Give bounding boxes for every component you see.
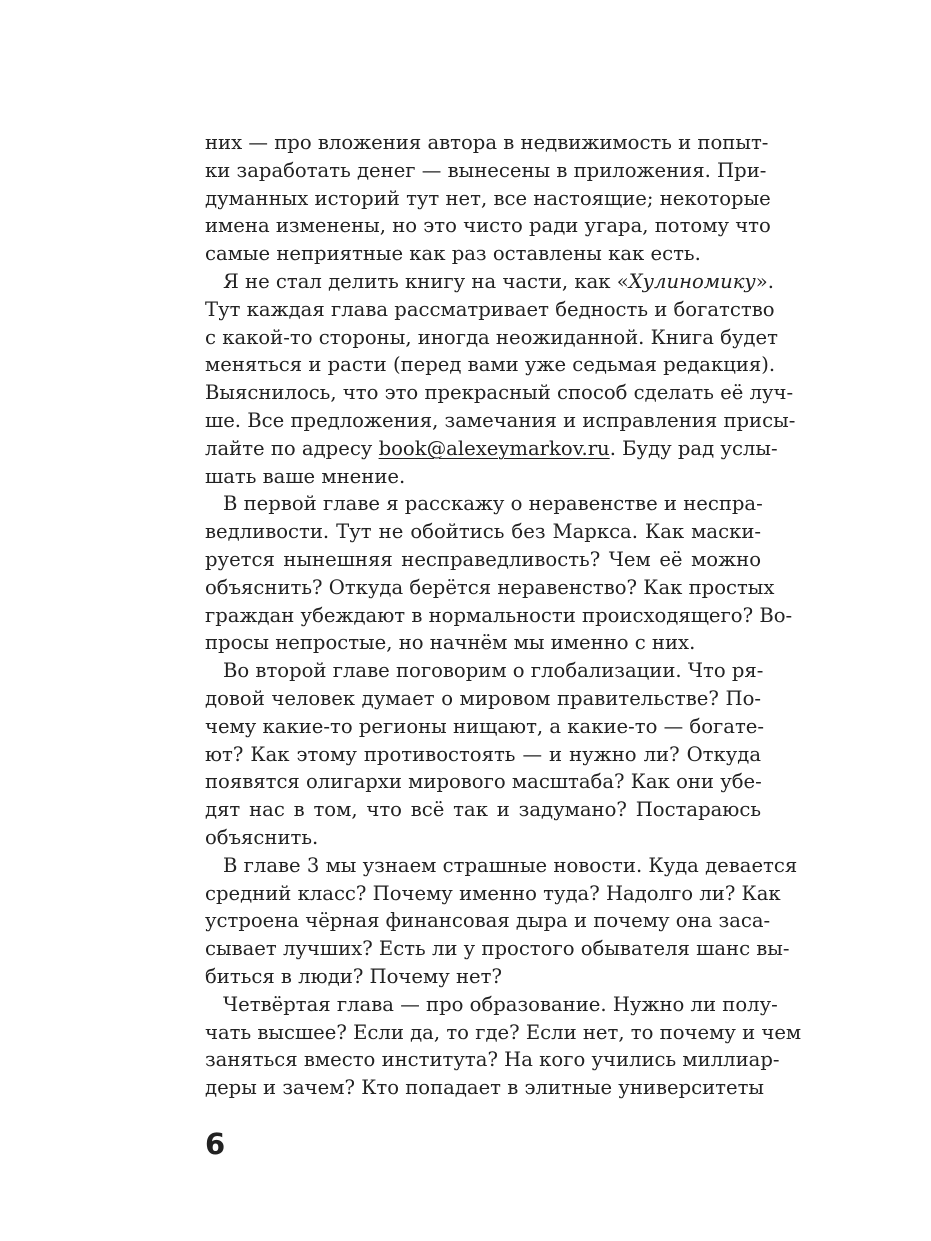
text-line: ют? Как этому противостоять — и нужно ли? Откуда <box>205 742 761 766</box>
paragraph-start-line: Во второй главе поговорим о глобализации. Что ря- <box>223 659 764 683</box>
text-line: объяснить? Откуда берётся неравенство? Как простых <box>205 575 775 599</box>
text-line: объяснить. <box>205 825 319 849</box>
text-line: дят нас в том, что всё так и задумано? Постараюсь <box>205 798 761 822</box>
text-line: ки заработать денег — вынесены в приложения. При- <box>205 158 767 182</box>
text-line: устроена чёрная финансовая дыра и почему она заса- <box>205 909 771 933</box>
paragraph-start-line: Четвёртая глава — про образование. Нужно ли полу- <box>223 992 778 1016</box>
text-line: деры и зачем? Кто попадает в элитные университеты <box>205 1076 765 1100</box>
text-line: меняться и расти (перед вами уже седьмая редакция). <box>205 353 776 377</box>
text-line: них — про вложения автора в недвижимость и попыт- <box>205 131 769 154</box>
text-line: с какой-то стороны, иногда неожиданной. Книга будет <box>205 325 778 349</box>
text-fragment: ». <box>755 269 774 293</box>
body-text <box>205 129 802 1102</box>
text-fragment: лайте по адресу <box>205 436 379 460</box>
book-title-italic: Хулиномику <box>628 269 756 293</box>
text-line: ше. Все предложения, замечания и исправления присы- <box>205 408 796 432</box>
text-line: ведливости. Тут не обойтись без Маркса. Как маски- <box>205 520 761 544</box>
text-line: сывает лучших? Есть ли у простого обывателя шанс вы- <box>205 937 790 961</box>
paragraph-start-line: В первой главе я расскажу о неравенстве и неспра- <box>223 492 763 516</box>
page-number: 6 <box>205 1127 226 1161</box>
text-line: руется нынешняя несправедливость? Чем её можно <box>205 547 761 571</box>
text-line: просы непростые, но начнём мы именно с них. <box>205 631 696 655</box>
text-line: средний класс? Почему именно туда? Надолго ли? Как <box>205 881 781 905</box>
text-line: чать высшее? Если да, то где? Если нет, то почему и чем <box>205 1020 802 1044</box>
email-link[interactable]: book@alexeymarkov.ru <box>378 436 610 460</box>
text-fragment: . Буду рад услы- <box>609 436 778 460</box>
text-line <box>205 435 778 463</box>
text-line: думанных историй тут нет, все настоящие; некоторые <box>205 186 771 210</box>
text-line: заняться вместо института? На кого учились миллиар- <box>205 1048 780 1072</box>
text-line: чему какие-то регионы нищают, а какие-то — богате- <box>205 714 765 738</box>
text-line: появятся олигархи мирового масштаба? Как они убе- <box>205 770 762 794</box>
text-line: Тут каждая глава рассматривает бедность и богатство <box>205 297 775 321</box>
paragraph-start-line <box>205 268 774 296</box>
text-line: довой человек думает о мировом правительстве? По- <box>205 686 761 710</box>
text-line: биться в люди? Почему нет? <box>205 964 502 988</box>
text-line: Выяснилось, что это прекрасный способ сделать её луч- <box>205 381 794 405</box>
text-line: самые неприятные как раз оставлены как есть. <box>205 242 701 266</box>
text-fragment: Я не стал делить книгу на части, как « <box>223 269 629 293</box>
paragraph-start-line: В главе 3 мы узнаем страшные новости. Куда девается <box>223 853 798 877</box>
text-line: имена изменены, но это чисто ради угара, потому что <box>205 214 771 238</box>
text-line: граждан убеждают в нормальности происходящего? Во- <box>205 603 793 627</box>
text-line: шать ваше мнение. <box>205 464 406 488</box>
